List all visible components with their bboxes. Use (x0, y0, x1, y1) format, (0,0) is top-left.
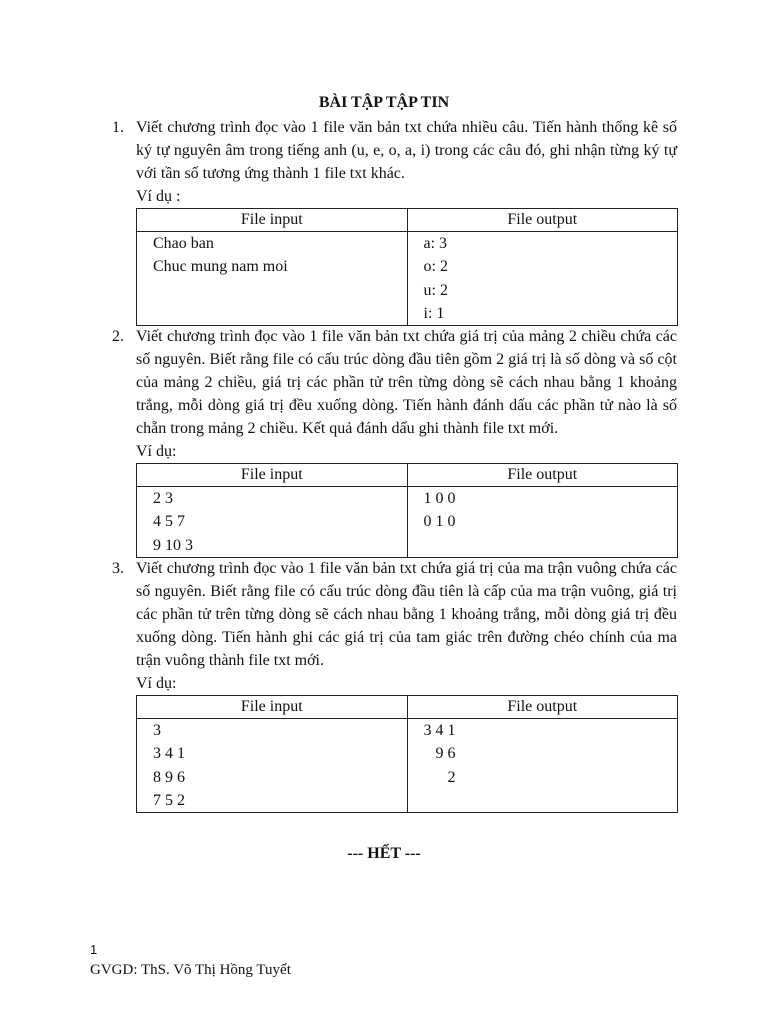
exercise-number: 2. (112, 328, 124, 345)
input-cell (137, 719, 408, 813)
output-cell (407, 232, 678, 326)
input-cell (137, 487, 408, 558)
input-line: 7 5 2 (153, 791, 185, 809)
output-line: o: 2 (423, 258, 448, 276)
example-table (136, 463, 678, 558)
input-line: 9 10 3 (153, 536, 193, 554)
end-mark: --- HẾT --- (347, 845, 421, 862)
output-line: 1 0 0 (423, 490, 456, 507)
header-file-output: File output (407, 696, 678, 719)
exercise-3 (112, 557, 678, 813)
input-line: Chao ban (153, 235, 214, 252)
header-file-input: File input (137, 209, 408, 232)
footer-author: GVGD: ThS. Võ Thị Hồng Tuyết (90, 962, 291, 978)
output-cell (407, 487, 678, 558)
example-label: Ví dụ : (136, 188, 181, 205)
header-file-input: File input (137, 696, 408, 719)
output-cell (407, 719, 678, 813)
example-label: Ví dụ: (136, 675, 177, 692)
input-line: 8 9 6 (153, 768, 185, 786)
example-table (136, 695, 678, 813)
output-line: 2 (423, 768, 456, 786)
example-table (136, 208, 678, 326)
footer-page-number: 1 (90, 942, 98, 957)
output-line: u: 2 (423, 281, 448, 299)
header-file-output: File output (407, 464, 678, 487)
exercise-number: 3. (112, 560, 124, 577)
input-line: 3 4 1 (153, 745, 185, 763)
page-title: BÀI TẬP TẬP TIN (318, 94, 450, 111)
output-line: 9 6 (423, 745, 456, 763)
output-line: a: 3 (423, 235, 448, 252)
exercise-number: 1. (112, 119, 124, 136)
output-line: 3 4 1 (423, 722, 456, 739)
example-label: Ví dụ: (136, 443, 177, 460)
header-file-input: File input (137, 464, 408, 487)
input-line: 4 5 7 (153, 513, 185, 531)
output-line: i: 1 (423, 304, 445, 322)
header-file-output: File output (407, 209, 678, 232)
input-line: Chuc mung nam moi (153, 258, 288, 276)
exercise-text: Viết chương trình đọc vào 1 file văn bản txt chứa giá trị của mảng 2 chiều chứa các số nguyên. Biết rằng file có cấu trúc dòng đầu tiên gồm 2 giá trị là số dòng và số cột của mảng 2 chiều, giá trị các phần tử trên từng dòng sẽ cách nhau bằng 1 khoảng trắng, mỗi dòng giá trị đều xuống dòng. Tiến hành đánh dấu các phần tử nào là số chẵn trong mảng 2 chiều. Kết quả đánh dấu ghi thành file txt mới. (136, 328, 677, 437)
exercise-1 (112, 116, 678, 326)
output-line: 0 1 0 (423, 513, 456, 531)
input-line: 2 3 (153, 490, 173, 507)
input-line: 3 (153, 722, 161, 739)
exercise-text: Viết chương trình đọc vào 1 file văn bản txt chứa giá trị của ma trận vuông chứa các số nguyên. Biết rằng file có cấu trúc dòng đầu tiên là cấp của ma trận vuông, giá trị các phần tử trên từng dòng sẽ cách nhau bằng 1 khoảng trắng, mỗi dòng giá trị đều xuống dòng. Tiến hành ghi các giá trị của tam giác trên đường chéo chính của ma trận vuông thành file txt mới. (136, 560, 677, 669)
exercise-2 (112, 325, 678, 558)
input-cell (137, 232, 408, 326)
exercise-text: Viết chương trình đọc vào 1 file văn bản txt chứa nhiều câu. Tiến hành thống kê số ký tự nguyên âm trong tiếng anh (u, e, o, a, i) trong các câu đó, ghi nhận từng ký tự với tần số tương ứng thành 1 file txt khác. (136, 119, 677, 182)
